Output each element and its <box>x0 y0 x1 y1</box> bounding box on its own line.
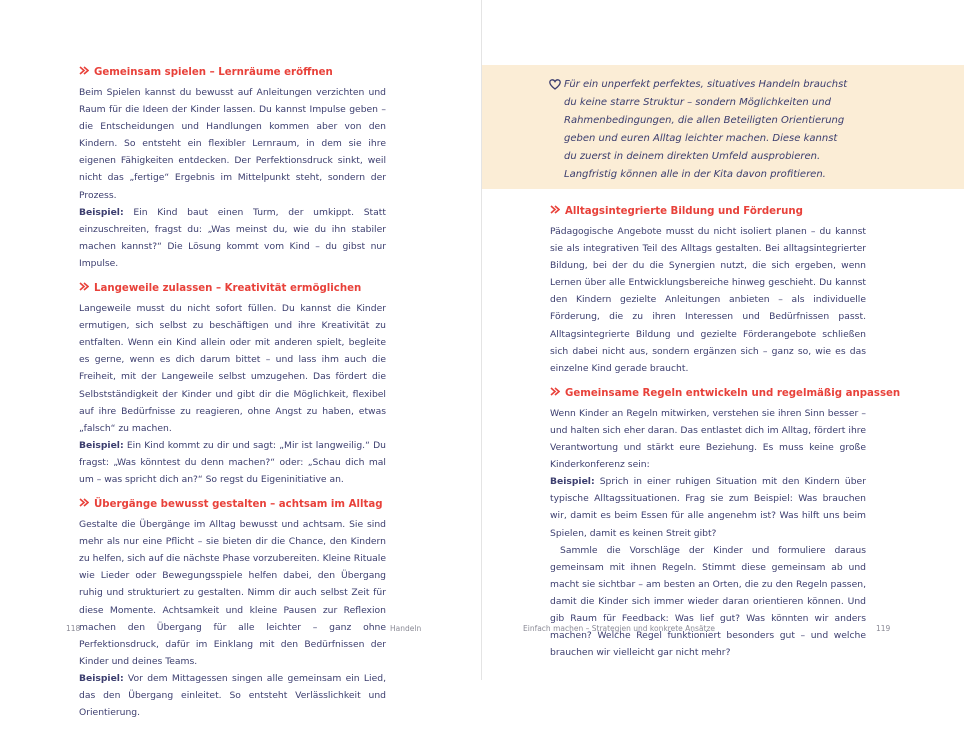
section-text: Gestalte die Übergänge im Alltag bewusst und achtsam. Sie sind mehr als nur eine Pflicht – sie bieten dir die Chance, den Kindern zu helfen, sich auf die nächste Phase vorzubereiten. Kleine Rituale wie Lieder oder Bewegungsspiele helfen dabei, den Übergang ruhig und strukturiert zu gestalten. Nimm dir auch selbst Zeit für diese Momente. Achtsamkeit und kleine Pausen zur Reflexion machen den Übergang für alle leichter – ganz ohne Perfektionsdruck, dafür im Einklang mit den Bedürfnissen der Kinder und deines Teams. Beispiel: Vor dem Mittagessen singen alle gemeinsam ein Lied, das den Übergang einleitet. So entsteht Verlässlichkeit und Orientierung. <box>79 519 386 719</box>
page-number: 119 <box>876 624 891 633</box>
quote-line: geben und euren Alltag leichter machen. Diese kannst <box>564 133 838 144</box>
arrow-right-icon <box>79 498 89 512</box>
section-heading: Übergänge bewusst gestalten – achtsam im Alltag <box>79 498 386 512</box>
running-footer: Handeln <box>390 624 422 633</box>
arrow-right-icon <box>79 282 89 296</box>
quote-line: Für ein unperfekt perfektes, situatives Handeln brauchst <box>564 79 848 90</box>
quote-line: Langfristig können alle in der Kita davon profitieren. <box>564 169 826 180</box>
quote-line: du zuerst in deinem direkten Umfeld ausprobieren. <box>564 151 821 162</box>
section-text-2: Sammle die Vorschläge der Kinder und formuliere daraus gemeinsam mit ihnen Regeln. Stimmt diese gemeinsam ab und macht sie sichtbar – am besten an Orten, die zu den Regeln passen, damit die Kinder sich immer wieder daran orientieren können. Und gib Raum für Feedback: Was lief gut? Was könnten wir anders machen? Welche Regel funktioniert besonders gut – und welche brauchen wir vielleicht gar nicht mehr? <box>550 544 866 659</box>
page-number: 118 <box>66 624 81 633</box>
right-page <box>482 0 964 680</box>
heart-icon <box>549 79 561 97</box>
section-langeweile <box>79 282 386 488</box>
section-heading: Gemeinsame Regeln entwickeln und regelmäßig anpassen <box>550 387 866 401</box>
arrow-right-icon <box>550 205 560 219</box>
quote-box <box>482 65 964 189</box>
section-heading: Alltagsintegrierte Bildung und Förderung <box>550 205 866 219</box>
quote-text <box>552 76 872 184</box>
quote-line: Rahmenbedingungen, die allen Beteiligten Orientierung <box>564 115 845 126</box>
arrow-right-icon <box>79 66 89 80</box>
arrow-right-icon <box>550 387 560 401</box>
section-uebergaenge <box>79 498 386 721</box>
section-text: Pädagogische Angebote musst du nicht isoliert planen – du kannst sie als integrativen Teil des Alltags gestalten. Bei alltagsintegrierter Bildung, bei der du die Synergien nutzt, die sich ergeben, wenn Lernen über alle Entwicklungsbereiche hinweg geschieht. Du kannst den Kindern gezielte Anleitungen anbieten – als individuelle Förderung, die zu ihren Interessen und Bedürfnissen passt. Alltagsintegrierte Bildung und gezielte Förderangebote schließen sich dabei nicht aus, sondern ergänzen sich – ganz so, wie es das einzelne Kind gerade braucht. <box>550 226 866 374</box>
running-footer: Einfach machen – Strategien und konkrete Ansätze <box>523 624 716 633</box>
quote-line: du keine starre Struktur – sondern Möglichkeiten und <box>564 97 831 108</box>
section-text: Langeweile musst du nicht sofort füllen. Du kannst die Kinder ermutigen, sich selbst zu beschäftigen und ihre Kreativität zu entfalten. Wenn ein Kind allein oder mit anderen spielt, begleite es gerne, wenn es dich darum bittet – und lass ihm auch die Freiheit, mit der Langeweile selbst umzugehen. Das fördert die Selbstständigkeit der Kinder und gibt dir die Möglichkeit, flexibel auf ihre Bedürfnisse zu reagieren, ohne Angst zu haben, etwas „falsch“ zu machen. Beispiel: Ein Kind kommt zu dir und sagt: „Mir ist langweilig.“ Du fragst: „Was könntest du denn machen?“ oder: „Schau dich mal um – was spricht dich an?“ So regst du Eigeninitiative an. <box>79 303 386 485</box>
section-heading: Gemeinsam spielen – Lernräume eröffnen <box>79 66 386 80</box>
section-heading: Langeweile zulassen – Kreativität ermöglichen <box>79 282 386 296</box>
left-page <box>0 0 482 719</box>
section-text: Beim Spielen kannst du bewusst auf Anleitungen verzichten und Raum für die Ideen der Kinder lassen. Du kannst Impulse geben – die Entscheidungen und Handlungen kommen aber von den Kindern. So entsteht ein flexibler Lernraum, in dem sie ihre eigenen Fähigkeiten entdecken. Der Perfektionsdruck sinkt, weil nicht das „fertige“ Ergebnis im Mittelpunkt steht, sondern der Prozess. Beispiel: Ein Kind baut einen Turm, der umkippt. Statt einzuschreiten, fragst du: „Was meinst du, wie du ihn stabiler machen kannst?“ Die Lösung kommt vom Kind – du gibst nur Impulse. <box>79 87 386 269</box>
section-alltagsintegriert <box>550 205 866 377</box>
section-spielen <box>79 66 386 272</box>
section-text: Wenn Kinder an Regeln mitwirken, verstehen sie ihren Sinn besser – und halten sich eher daran. Das entlastet dich im Alltag, fördert ihre Verantwortung und stärkt eure Beziehung. Es muss keine große Kinderkonferenz sein: Beispiel: Sprich in einer ruhigen Situation mit den Kindern über typische Alltagssituationen. Frag sie zum Beispiel: Was brauchen wir, damit es beim Essen für alle angenehm ist? Was hilft uns beim Spielen, damit es keinen Streit gibt? <box>550 407 866 539</box>
left-column <box>79 66 386 731</box>
